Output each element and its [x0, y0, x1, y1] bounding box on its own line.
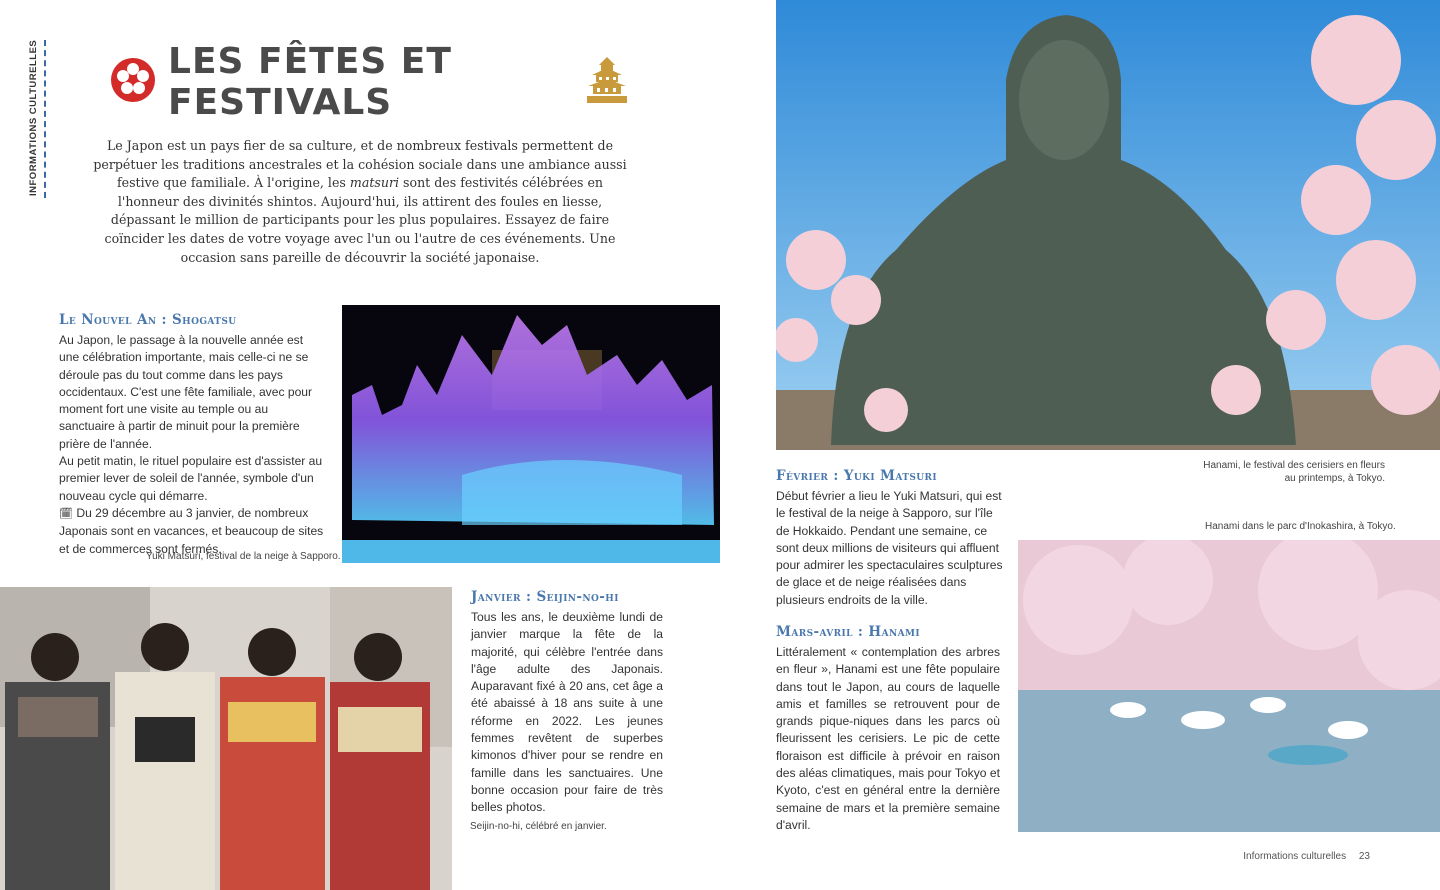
page-number: 23 [1358, 851, 1370, 862]
section-title: Février : Yuki Matsuri [776, 468, 938, 484]
sidebar-dashed-rule [44, 40, 46, 198]
park-boats-photo [1018, 540, 1440, 832]
ice-sculpture-photo [342, 305, 720, 563]
castle-icon [584, 55, 630, 110]
page-header [110, 41, 630, 123]
calendar-icon: 🗓 [59, 507, 73, 520]
plum-flower-icon [110, 57, 156, 108]
section-title: Mars-avril : Hanami [776, 624, 920, 640]
paragraph: Au Japon, le passage à la nouvelle année est une célébration importante, mais celle-ci ne se déroule pas du tout comme dans les pays occidentaux. C'est une fête familiale, avec pour moment fort une visite au temple ou au sanctuaire à partir de minuit pour la première prière de l'année. [59, 333, 313, 451]
section-janvier [471, 589, 663, 817]
ice-photo-caption: Yuki Matsuri, festival de la neige à Sapporo. [146, 551, 341, 562]
buddha-photo-caption: Hanami, le festival des cerisiers en fleurs au printemps, à Tokyo. [1203, 460, 1385, 484]
section-sidebar [26, 40, 48, 198]
page-footer [1233, 851, 1370, 862]
paragraph: Littéralement « contemplation des arbres en fleur », Hanami est une fête populaire dans tout le Japon, au cours de laquelle amis et familles se retrouvent pour de grands pique-niques dans les parcs où fleurissent les cerisiers. Le pic de cette floraison est difficile à prévoir en raison des aléas climatiques, mais pour Tokyo et Kyoto, c'est en général entre la dernière semaine de mars et la première semaine d'avril. [776, 645, 1000, 832]
paragraph: Tous les ans, le deuxième lundi de janvier marque la fête de la majorité, qui célèbre l'entrée dans l'âge adulte des Japonais. Auparavant fixé à 20 ans, cet âge a été abaissé à 18 ans suite à une réforme en 2022. Les jeunes femmes revêtent de superbes kimonos d'hiver pour se rendre en famille dans les sanctuaires. Une bonne occasion pour faire de très belles photos. [471, 610, 663, 815]
section-mars-avril [776, 624, 1000, 834]
paragraph: Début février a lieu le Yuki Matsuri, qui est le festival de la neige à Sapporo, sur l'île de Hokkaido. Pendant une semaine, ce sont deux millions de visiteurs qui affluent pour admirer les spectaculaires sculptures de glace et de neige réalisées dans plusieurs endroits de la ville. [776, 489, 1003, 607]
kimono-photo [0, 587, 452, 890]
section-nouvel-an [59, 312, 325, 558]
paragraph: Au petit matin, le rituel populaire est d'assister au premier lever de soleil de l'année, symbole d'un nouveau cycle qui démarre. [59, 454, 323, 503]
buddha-cherry-blossom-photo [776, 0, 1440, 450]
section-title: Le Nouvel An : Shogatsu [59, 312, 237, 328]
intro-paragraph: Le Japon est un pays fier de sa culture, et de nombreux festivals permettent de perpétuer les traditions ancestrales et la cohésion sociale dans une ambiance aussi festive que familiale. À l'origine, les matsuri sont des festivités célébrées en l'honneur des divinités shintos. Aujourd'hui, ils attirent des foules en liesse, dépassant le million de participants pour les plus populaires. Essayez de faire coïncider les dates de votre voyage avec l'un ou l'autre de ces événements. Une occasion sans pareille de découvrir la société japonaise. [93, 138, 627, 265]
section-title: Janvier : Seijin-no-hi [471, 589, 619, 605]
footer-label: Informations culturelles [1243, 851, 1347, 862]
section-fevrier-body [776, 488, 1006, 609]
paragraph: Du 29 décembre au 3 janvier, de nombreux Japonais sont en vacances, et beaucoup de sites et de commerces sont fermés. [59, 505, 324, 556]
page-title: LES FÊTES ET FESTIVALS [168, 41, 452, 123]
sidebar-label: INFORMATIONS CULTURELLES [28, 39, 39, 196]
kimono-photo-caption: Seijin-no-hi, célébré en janvier. [470, 821, 607, 832]
park-photo-caption: Hanami dans le parc d'Inokashira, à Tokyo. [1205, 521, 1396, 532]
section-fevrier [776, 468, 1158, 488]
